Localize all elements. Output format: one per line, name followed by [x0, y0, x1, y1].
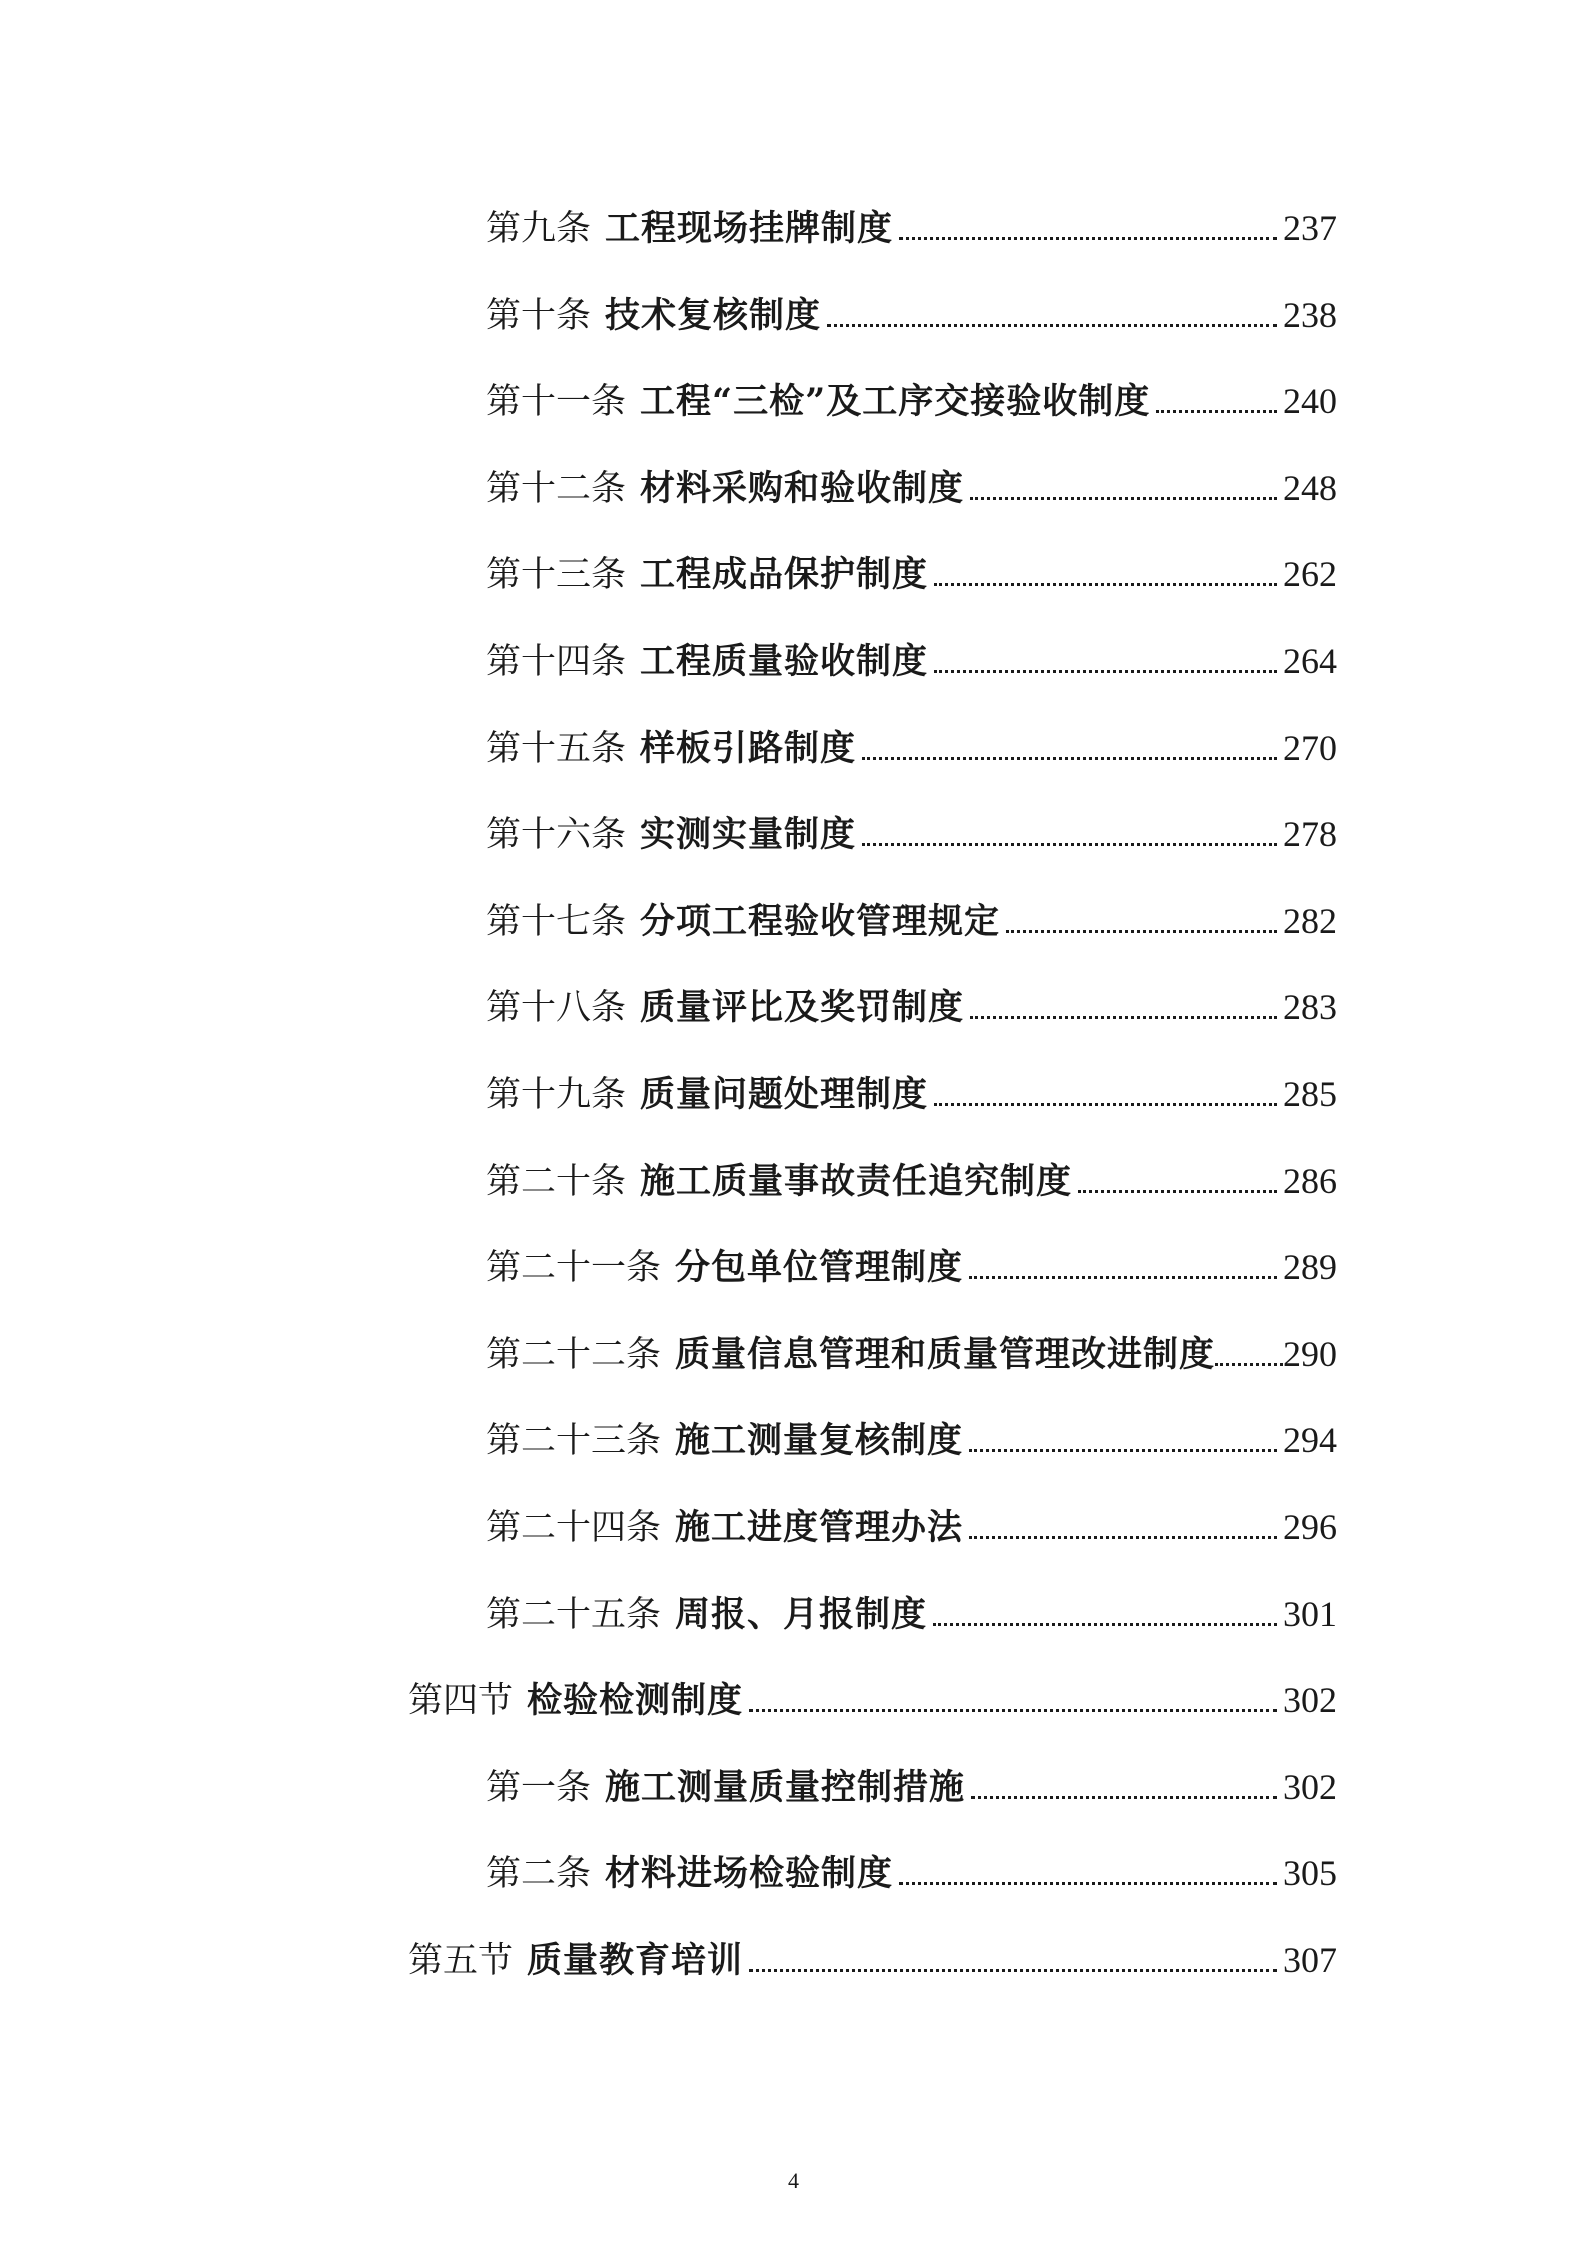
toc-dot-leader — [899, 1882, 1277, 1885]
toc-entry-title: 质量教育培训 — [527, 1940, 744, 1981]
toc-article-entry[interactable] — [486, 633, 1337, 689]
toc-entry-page: 285 — [1283, 1074, 1337, 1114]
toc-entry-title: 实测实量制度 — [640, 814, 857, 856]
toc-entry-page: 290 — [1283, 1333, 1337, 1374]
toc-entry-number: 第二条 — [486, 1854, 592, 1895]
toc-entry-page: 286 — [1283, 1160, 1337, 1201]
toc-dot-leader — [1006, 930, 1277, 933]
toc-entry-page: 307 — [1283, 1940, 1337, 1980]
toc-dot-leader — [971, 1796, 1277, 1799]
toc-entry-number: 第十七条 — [486, 901, 627, 942]
toc-article-entry[interactable] — [486, 1326, 1337, 1382]
toc-entry-title: 工程现场挂牌制度 — [605, 208, 894, 249]
toc-article-entry[interactable] — [486, 893, 1337, 949]
toc-entry-title: 施工测量复核制度 — [675, 1420, 964, 1462]
toc-dot-leader — [934, 583, 1277, 586]
toc-entry-title: 分包单位管理制度 — [675, 1247, 964, 1289]
toc-entry-number: 第十三条 — [486, 555, 627, 596]
toc-entry-page: 302 — [1283, 1680, 1337, 1721]
toc-entry-number: 第五节 — [408, 1941, 514, 1981]
toc-entry-title: 质量信息管理和质量管理改进制度 — [675, 1333, 1216, 1375]
toc-article-entry[interactable] — [486, 287, 1337, 343]
toc-dot-leader — [749, 1969, 1277, 1972]
toc-article-entry[interactable] — [486, 1586, 1337, 1642]
toc-entry-number: 第十九条 — [486, 1075, 627, 1115]
toc-article-entry[interactable] — [486, 806, 1337, 862]
toc-dot-leader — [969, 1536, 1277, 1539]
toc-article-entry[interactable] — [486, 460, 1337, 516]
toc-dot-leader — [970, 497, 1277, 500]
toc-entry-title: 分项工程验收管理规定 — [640, 900, 1001, 942]
toc-entry-page: 278 — [1283, 814, 1337, 855]
toc-article-entry[interactable] — [486, 979, 1337, 1035]
toc-entry-title: 工程质量验收制度 — [640, 641, 929, 682]
toc-article-entry[interactable] — [486, 1845, 1337, 1901]
toc-section-entry[interactable] — [408, 1672, 1337, 1728]
toc-entry-page: 305 — [1283, 1853, 1337, 1894]
toc-entry-title: 周报、月报制度 — [675, 1593, 928, 1635]
toc-dot-leader — [899, 237, 1277, 240]
toc-article-entry[interactable] — [486, 200, 1337, 256]
toc-dot-leader — [933, 1623, 1277, 1626]
toc-entry-title: 质量评比及奖罚制度 — [640, 987, 965, 1029]
toc-dot-leader — [862, 757, 1277, 760]
toc-dot-leader — [969, 1276, 1277, 1279]
toc-entry-title: 施工进度管理办法 — [675, 1507, 964, 1548]
toc-article-entry[interactable] — [486, 1153, 1337, 1209]
toc-entry-page: 294 — [1283, 1420, 1337, 1461]
toc-entry-number: 第二十条 — [486, 1161, 627, 1202]
toc-entry-page: 248 — [1283, 467, 1337, 508]
toc-entry-number: 第十八条 — [486, 988, 627, 1029]
toc-article-entry[interactable] — [486, 1412, 1337, 1468]
toc-entry-number: 第四节 — [408, 1681, 514, 1722]
toc-entry-page: 264 — [1283, 641, 1337, 681]
toc-entry-number: 第十二条 — [486, 468, 627, 509]
toc-entry-page: 270 — [1283, 727, 1337, 768]
toc-entry-number: 第十四条 — [486, 642, 627, 682]
toc-entry-number: 第二十三条 — [486, 1421, 662, 1462]
toc-dot-leader — [934, 670, 1277, 673]
toc-entry-page: 262 — [1283, 554, 1337, 595]
toc-entry-number: 第一条 — [486, 1767, 592, 1808]
toc-entry-title: 检验检测制度 — [527, 1680, 744, 1722]
toc-article-entry[interactable] — [486, 1499, 1337, 1555]
toc-entry-title: 材料采购和验收制度 — [640, 467, 965, 509]
toc-article-entry[interactable] — [486, 1759, 1337, 1815]
toc-article-entry[interactable] — [486, 546, 1337, 602]
toc-entry-page: 296 — [1283, 1507, 1337, 1547]
toc-entry-number: 第二十二条 — [486, 1334, 662, 1375]
toc-entry-number: 第二十四条 — [486, 1508, 662, 1548]
toc-dot-leader — [934, 1103, 1277, 1106]
toc-article-entry[interactable] — [486, 1239, 1337, 1295]
toc-entry-page: 301 — [1283, 1593, 1337, 1634]
toc-entry-number: 第十六条 — [486, 815, 627, 856]
toc-entry-page: 238 — [1283, 294, 1337, 335]
toc-entry-number: 第九条 — [486, 209, 592, 249]
toc-dot-leader — [862, 843, 1277, 846]
toc-entry-page: 240 — [1283, 381, 1337, 422]
toc-entry-title: 施工质量事故责任追究制度 — [640, 1160, 1073, 1202]
toc-entry-title: 材料进场检验制度 — [605, 1853, 894, 1895]
toc-article-entry[interactable] — [486, 720, 1337, 776]
toc-entry-page: 283 — [1283, 987, 1337, 1028]
toc-dot-leader — [1078, 1190, 1277, 1193]
toc-article-entry[interactable] — [486, 1066, 1337, 1122]
toc-entry-number: 第十五条 — [486, 728, 627, 769]
page-number: 4 — [788, 2168, 799, 2193]
toc-dot-leader — [1215, 1363, 1283, 1366]
toc-entry-page: 237 — [1283, 208, 1337, 248]
toc-dot-leader — [749, 1709, 1277, 1712]
toc-entry-number: 第二十五条 — [486, 1594, 662, 1635]
toc-entry-page: 282 — [1283, 900, 1337, 941]
toc-dot-leader — [1156, 410, 1277, 413]
toc-entry-page: 302 — [1283, 1766, 1337, 1807]
toc-entry-page: 289 — [1283, 1247, 1337, 1288]
toc-dot-leader — [827, 324, 1277, 327]
toc-dot-leader — [970, 1016, 1277, 1019]
toc-entry-number: 第十一条 — [486, 382, 627, 423]
toc-entry-number: 第十条 — [486, 295, 592, 336]
toc-section-entry[interactable] — [408, 1932, 1337, 1988]
toc-entry-title: 施工测量质量控制措施 — [605, 1766, 966, 1808]
toc-entry-title: 工程“三检”及工序交接验收制度 — [640, 381, 1151, 423]
toc-entry-number: 第二十一条 — [486, 1248, 662, 1289]
toc-article-entry[interactable] — [486, 373, 1337, 429]
toc-entry-title: 工程成品保护制度 — [640, 554, 929, 596]
toc-entry-title: 技术复核制度 — [605, 294, 822, 336]
toc-entry-title: 样板引路制度 — [640, 727, 857, 769]
toc-entry-title: 质量问题处理制度 — [640, 1074, 929, 1115]
toc-dot-leader — [969, 1449, 1277, 1452]
